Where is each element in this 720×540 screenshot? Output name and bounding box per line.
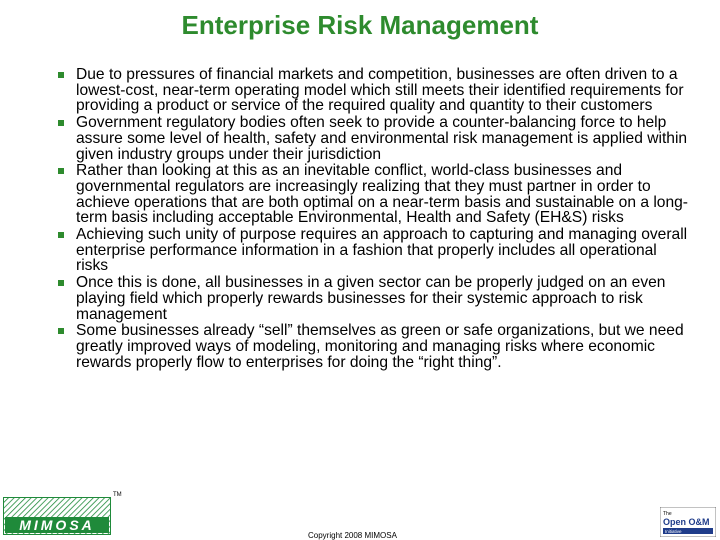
square-bullet-icon: [58, 168, 64, 174]
bullet-list: [58, 67, 688, 371]
square-bullet-icon: [58, 280, 64, 286]
mimosa-logo: [3, 497, 111, 535]
bullet-text: Some businesses already “sell” themselves as green or safe organizations, but we need greatly improved ways of modeling, monitoring and managing risks where economic rewards properly flow to enterprises for doing the “right thing”.: [76, 322, 684, 371]
bullet-item: [58, 227, 688, 274]
bullet-text: Due to pressures of financial markets and competition, businesses are often driven to a lowest-cost, near-term operating model which still meets their identified requirements for providing a product or service of the required quality and quantity to their customers: [76, 66, 684, 115]
square-bullet-icon: [58, 328, 64, 334]
open-om-logo: [660, 507, 716, 537]
logo-text: MIMOSA: [19, 517, 95, 533]
bullet-item: [58, 67, 688, 114]
bullet-item: [58, 275, 688, 322]
bullet-item: [58, 115, 688, 162]
bullet-text: Achieving such unity of purpose requires an approach to capturing and managing overall enterprise performance information in a fashion that properly includes all operational risks: [76, 226, 688, 275]
slide-title: Enterprise Risk Management: [181, 10, 539, 40]
bullet-text: Rather than looking at this as an inevitable conflict, world-class businesses and governmental regulators are increasingly realizing that they must partner in order to achieve operations that are both optimal on a near-term basis and sustainable on a long-term basis including acceptable Environmental, Health and Safety (EH&S) risks: [76, 162, 689, 227]
bullet-text: Government regulatory bodies often seek to provide a counter-balancing force to help assure some level of health, safety and environmental risk management is applied within given industry groups under their jurisdiction: [76, 114, 688, 163]
square-bullet-icon: [58, 120, 64, 126]
openom-sub-text: Initiative: [665, 529, 682, 534]
openom-main-text: Open O&M: [663, 517, 710, 527]
square-bullet-icon: [58, 72, 64, 78]
square-bullet-icon: [58, 232, 64, 238]
bullet-text: Once this is done, all businesses in a given sector can be properly judged on an even playing field which properly rewards businesses for their systemic approach to risk management: [76, 274, 666, 323]
bullet-item: [58, 323, 688, 370]
bullet-item: [58, 163, 688, 226]
trademark-mark: TM: [113, 492, 122, 498]
copyright-text: Copyright 2008 MIMOSA: [308, 531, 397, 540]
openom-small-text: The: [663, 511, 672, 517]
